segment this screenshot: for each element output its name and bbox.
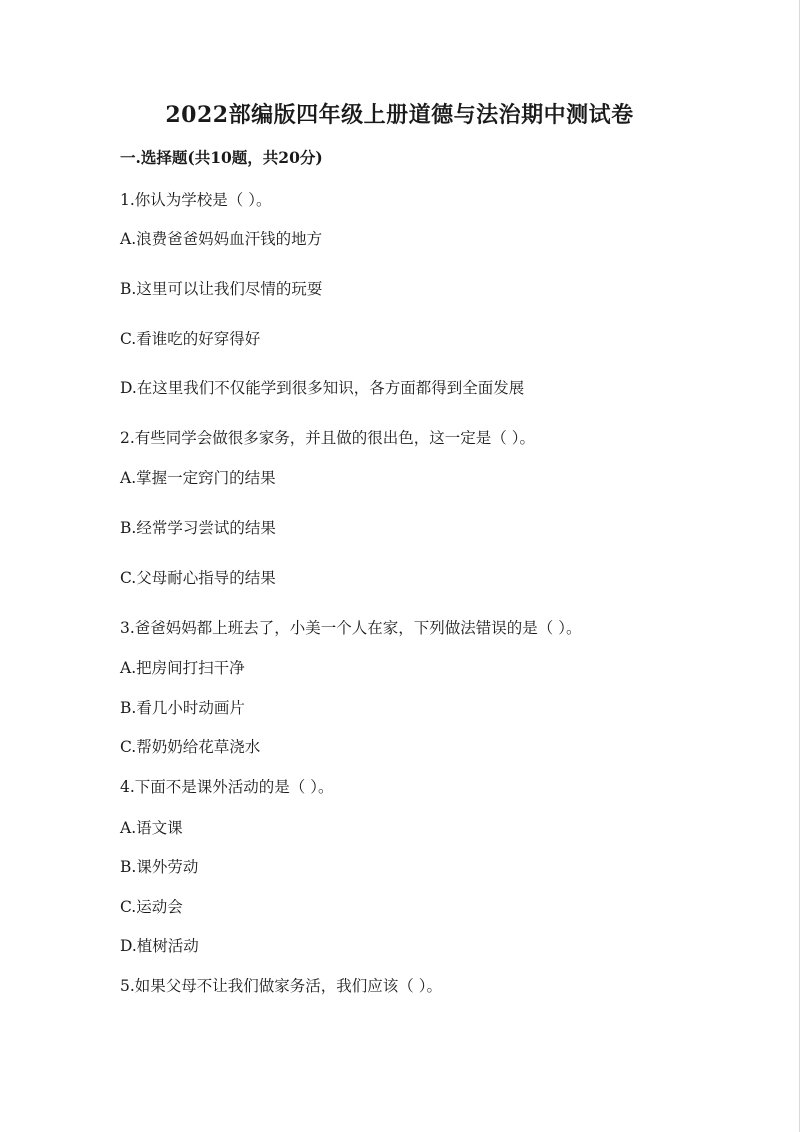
question-3-option-b: B.看几小时动画片 — [120, 699, 245, 717]
question-4-option-a: A.语文课 — [120, 819, 183, 837]
question-3-stem: 3.爸爸妈妈都上班去了，小美一个人在家，下列做法错误的是（ ）。 — [120, 619, 582, 637]
question-4-option-d: D.植树活动 — [120, 937, 199, 955]
question-2-option-c: C.父母耐心指导的结果 — [120, 569, 276, 587]
question-2-stem: 2.有些同学会做很多家务，并且做的很出色，这一定是（ ）。 — [120, 429, 535, 447]
question-3-option-a: A.把房间打扫干净 — [120, 659, 245, 677]
question-4-option-b: B.课外劳动 — [120, 858, 199, 876]
question-5-stem: 5.如果父母不让我们做家务活，我们应该（ ）。 — [120, 977, 442, 995]
question-1-option-d: D.在这里我们不仅能学到很多知识，各方面都得到全面发展 — [120, 379, 525, 397]
question-1-option-b: B.这里可以让我们尽情的玩耍 — [120, 280, 323, 298]
question-4-option-c: C.运动会 — [120, 898, 183, 916]
section-heading: 一.选择题(共10题，共20分) — [120, 148, 323, 167]
question-4-stem: 4.下面不是课外活动的是（ ）。 — [120, 778, 334, 796]
question-2-option-b: B.经常学习尝试的结果 — [120, 519, 276, 537]
question-1-stem: 1.你认为学校是（ ）。 — [120, 191, 272, 209]
question-1-option-a: A.浪费爸爸妈妈血汗钱的地方 — [120, 230, 323, 248]
question-2-option-a: A.掌握一定窍门的结果 — [120, 469, 276, 487]
question-3-option-c: C.帮奶奶给花草浇水 — [120, 738, 261, 756]
page-title: 2022部编版四年级上册道德与法治期中测试卷 — [165, 102, 634, 128]
question-1-option-c: C.看谁吃的好穿得好 — [120, 330, 261, 348]
